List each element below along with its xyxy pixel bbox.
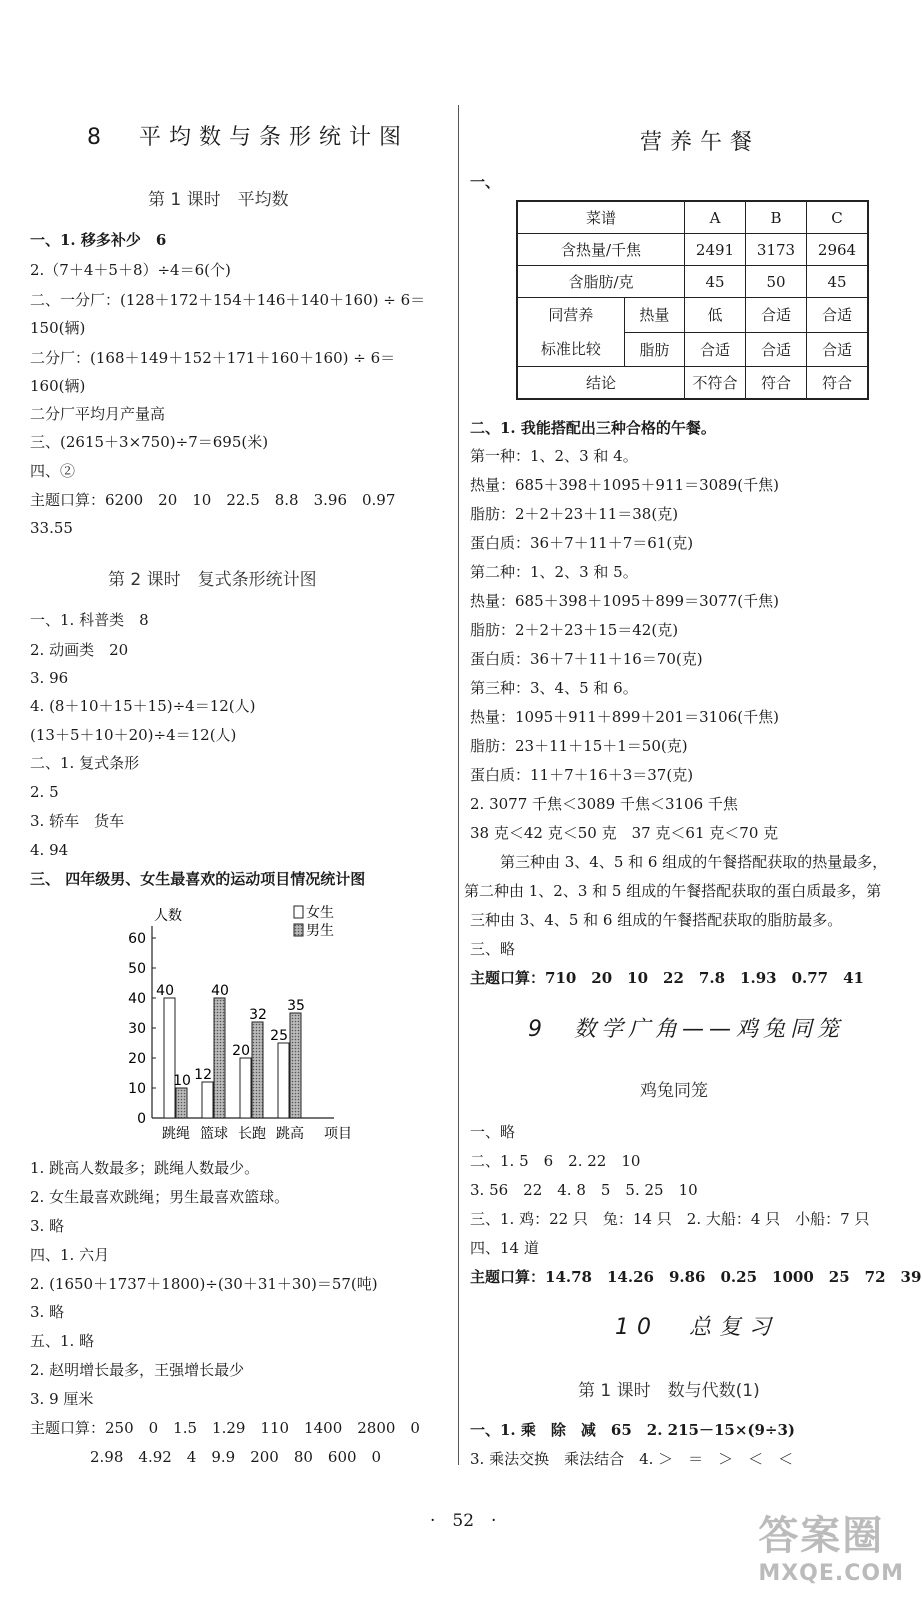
watermark	[758, 1504, 904, 1586]
answer-line: 一、略	[470, 1123, 516, 1141]
lesson-1-title: 第 1 课时 平均数	[148, 190, 289, 210]
answer-line: 脂肪：2＋2＋23＋11＝38(克)	[470, 505, 679, 523]
bar-chart	[90, 900, 390, 1145]
answer-line: 2. 动画类 20	[30, 641, 129, 659]
chart-caption: 三、 四年级男、女生最喜欢的运动项目情况统计图	[30, 870, 366, 888]
answer-line: 三、略	[470, 940, 516, 958]
x-axis-label: 项目	[324, 1126, 352, 1142]
lesson-10-title: 第 1 课时 数与代数(1)	[578, 1381, 760, 1401]
answer-line: 脂肪：2＋2＋23＋15＝42(克)	[470, 621, 679, 639]
answer-line: 主题口算：710 20 10 22 7.8 1.93 0.77 41	[470, 969, 864, 987]
data-label: 20	[232, 1043, 250, 1059]
answer-line: 二分厂：(168＋149＋152＋171＋160＋160) ÷ 6＝	[30, 349, 396, 367]
bar-男生	[290, 1013, 301, 1118]
y-tick-label: 20	[128, 1051, 146, 1067]
x-tick-label: 篮球	[200, 1126, 228, 1142]
legend-label: 女生	[306, 905, 334, 921]
answer-line: 2. 赵明增长最多，王强增长最少	[30, 1361, 245, 1379]
answer-line: 三种由 3、4、5 和 6 组成的午餐搭配获取的脂肪最多。	[470, 911, 843, 929]
chapter-10-title: 10 总复习	[615, 1315, 779, 1340]
table-cell: 符合	[807, 367, 869, 400]
table-cell: 2491	[685, 234, 746, 266]
bar-男生	[176, 1088, 187, 1118]
table-cell: 合适	[807, 298, 869, 333]
answer-line: 33.55	[30, 519, 73, 537]
data-label: 32	[249, 1007, 267, 1023]
answer-line: 38 克＜42 克＜50 克 37 克＜61 克＜70 克	[470, 824, 779, 842]
answer-line: 三、1. 鸡：22 只 兔：14 只 2. 大船：4 只 小船：7 只	[470, 1210, 870, 1228]
answer-line: 四、1. 六月	[30, 1246, 110, 1264]
table-cell: 合适	[807, 332, 869, 367]
table-cell: 合适	[685, 332, 746, 367]
answer-line: 150(辆)	[30, 319, 86, 337]
table-cell: A	[685, 201, 746, 234]
answer-line: 一、1. 移多补少 6	[30, 231, 167, 249]
answer-line: 第三种由 3、4、5 和 6 组成的午餐搭配获取的热量最多，	[470, 853, 888, 871]
table-cell: 符合	[746, 367, 807, 400]
chapter-8-title: 8 平均数与条形统计图	[87, 125, 409, 150]
answer-line: 一、1. 乘 除 减 65 2. 215－15×(9÷3)	[470, 1421, 796, 1439]
data-label: 25	[270, 1028, 288, 1044]
table-cell: 合适	[746, 332, 807, 367]
data-label: 40	[156, 983, 174, 999]
answer-line: 蛋白质：11＋7＋16＋3＝37(克)	[470, 766, 694, 784]
answer-line: 蛋白质：36＋7＋11＋16＝70(克)	[470, 650, 703, 668]
answer-line: 第二种由 1、2、3 和 5 组成的午餐搭配获取的蛋白质最多，第	[464, 882, 882, 900]
answer-line: 4. 94	[30, 841, 69, 859]
answer-line: 第三种：3、4、5 和 6。	[470, 679, 638, 697]
answer-line: 2. (1650＋1737＋1800)÷(30＋31＋30)＝57(吨)	[30, 1275, 378, 1293]
answer-line: 第二种：1、2、3 和 5。	[470, 563, 638, 581]
answer-line: 热量：685＋398＋1095＋899＝3077(千焦)	[470, 592, 779, 610]
answer-line: 2. 3077 千焦＜3089 千焦＜3106 千焦	[470, 795, 738, 813]
answer-line: 热量：685＋398＋1095＋911＝3089(千焦)	[470, 476, 779, 494]
watermark-url: MXQE.COM	[758, 1561, 904, 1586]
x-tick-label: 跳绳	[162, 1126, 190, 1142]
data-label: 40	[211, 983, 229, 999]
table-cell: 低	[685, 298, 746, 333]
y-tick-label: 0	[137, 1111, 146, 1127]
page-number: · 52 ·	[430, 1511, 497, 1531]
answer-line: 蛋白质：36＋7＋11＋7＝61(克)	[470, 534, 694, 552]
answer-line: 3. 轿车 货车	[30, 812, 125, 830]
answer-line: 二、1. 我能搭配出三种合格的午餐。	[470, 419, 716, 437]
table-cell: 同营养 标准比较	[517, 298, 624, 367]
bar-女生	[202, 1082, 213, 1118]
table-cell: 2964	[807, 234, 869, 266]
answer-line: 主题口算：250 0 1.5 1.29 110 1400 2800 0	[30, 1419, 420, 1437]
answer-line: (13＋5＋10＋20)÷4＝12(人)	[30, 726, 237, 744]
table-cell: 结论	[517, 367, 685, 400]
bar-女生	[240, 1058, 251, 1118]
x-tick-label: 跳高	[276, 1126, 304, 1142]
y-tick-label: 30	[128, 1021, 146, 1037]
table-cell: 脂肪	[624, 332, 684, 367]
answer-line: 四、14 道	[470, 1239, 539, 1257]
answer-line: 二分厂平均月产量高	[30, 405, 166, 423]
table-cell: B	[746, 201, 807, 234]
chapter-9-title: 9 数学广角——鸡兔同笼	[528, 1017, 844, 1042]
answer-line: 3. 96	[30, 669, 69, 687]
table-cell: 菜谱	[517, 201, 685, 234]
y-tick-label: 40	[128, 991, 146, 1007]
answer-line: 3. 9 厘米	[30, 1390, 94, 1408]
data-label: 10	[173, 1073, 191, 1089]
lesson-2-title: 第 2 课时 复式条形统计图	[108, 570, 317, 590]
answer-line: 四、②	[30, 462, 76, 480]
y-tick-label: 10	[128, 1081, 146, 1097]
answer-line: 脂肪：23＋11＋15＋1＝50(克)	[470, 737, 688, 755]
answer-line: 3. 略	[30, 1217, 65, 1235]
table-cell: 45	[685, 266, 746, 298]
answer-line: 2.98 4.92 4 9.9 200 80 600 0	[30, 1448, 382, 1466]
answer-line: 1. 跳高人数最多；跳绳人数最少。	[30, 1159, 260, 1177]
bar-女生	[164, 998, 175, 1118]
answer-line: 3. 略	[30, 1303, 65, 1321]
legend-swatch	[294, 906, 303, 918]
bar-女生	[278, 1043, 289, 1118]
answer-line: 一、1. 科普类 8	[30, 611, 149, 629]
answer-line: 2. 女生最喜欢跳绳；男生最喜欢篮球。	[30, 1188, 290, 1206]
table-cell: 热量	[624, 298, 684, 333]
table-cell: 合适	[746, 298, 807, 333]
table-cell: 3173	[746, 234, 807, 266]
answer-line: 五、1. 略	[30, 1332, 95, 1350]
answer-line: 第一种：1、2、3 和 4。	[470, 447, 638, 465]
bar-男生	[214, 998, 225, 1118]
y-tick-label: 50	[128, 961, 146, 977]
y-tick-label: 60	[128, 931, 146, 947]
table-cell: 不符合	[685, 367, 746, 400]
table-cell: 含热量/千焦	[517, 234, 685, 266]
answer-line: 二、1. 复式条形	[30, 754, 140, 772]
data-label: 35	[287, 998, 305, 1014]
answer-line: 3. 56 22 4. 8 5 5. 25 10	[470, 1181, 698, 1199]
section-title: 营养午餐	[640, 130, 761, 155]
answer-line: 热量：1095＋911＋899＋201＝3106(千焦)	[470, 708, 779, 726]
answer-line: 主题口算：6200 20 10 22.5 8.8 3.96 0.97	[30, 491, 396, 509]
data-label: 12	[194, 1067, 212, 1083]
answer-line: 主题口算：14.78 14.26 9.86 0.25 1000 25 72 39	[470, 1268, 922, 1286]
lesson-9-title: 鸡兔同笼	[640, 1081, 708, 1101]
answer-line: 4. (8＋10＋15＋15)÷4＝12(人)	[30, 697, 256, 715]
watermark-logo: 答案圈	[758, 1513, 885, 1559]
table-cell: C	[807, 201, 869, 234]
table-cell: 含脂肪/克	[517, 266, 685, 298]
y-axis-label: 人数	[154, 908, 182, 924]
column-divider	[458, 105, 459, 1465]
answer-line: 二、一分厂：(128＋172＋154＋146＋140＋160) ÷ 6＝	[30, 291, 426, 309]
bar-男生	[252, 1022, 263, 1118]
answer-line: 二、1. 5 6 2. 22 10	[470, 1152, 641, 1170]
nutrition-table	[516, 200, 869, 400]
legend-label: 男生	[306, 923, 334, 939]
table-cell: 45	[807, 266, 869, 298]
answer-line: 2. 5	[30, 783, 59, 801]
answer-line: 三、(2615＋3×750)÷7＝695(米)	[30, 433, 269, 451]
x-tick-label: 长跑	[238, 1126, 266, 1142]
answer-line: 160(辆)	[30, 377, 86, 395]
answer-line: 2.（7＋4＋5＋8）÷4＝6(个)	[30, 261, 231, 279]
answer-line: 一、	[470, 173, 501, 191]
table-cell: 50	[746, 266, 807, 298]
legend-swatch	[294, 924, 303, 936]
answer-line: 3. 乘法交换 乘法结合 4. ＞ ＝ ＞ ＜ ＜	[470, 1450, 794, 1468]
